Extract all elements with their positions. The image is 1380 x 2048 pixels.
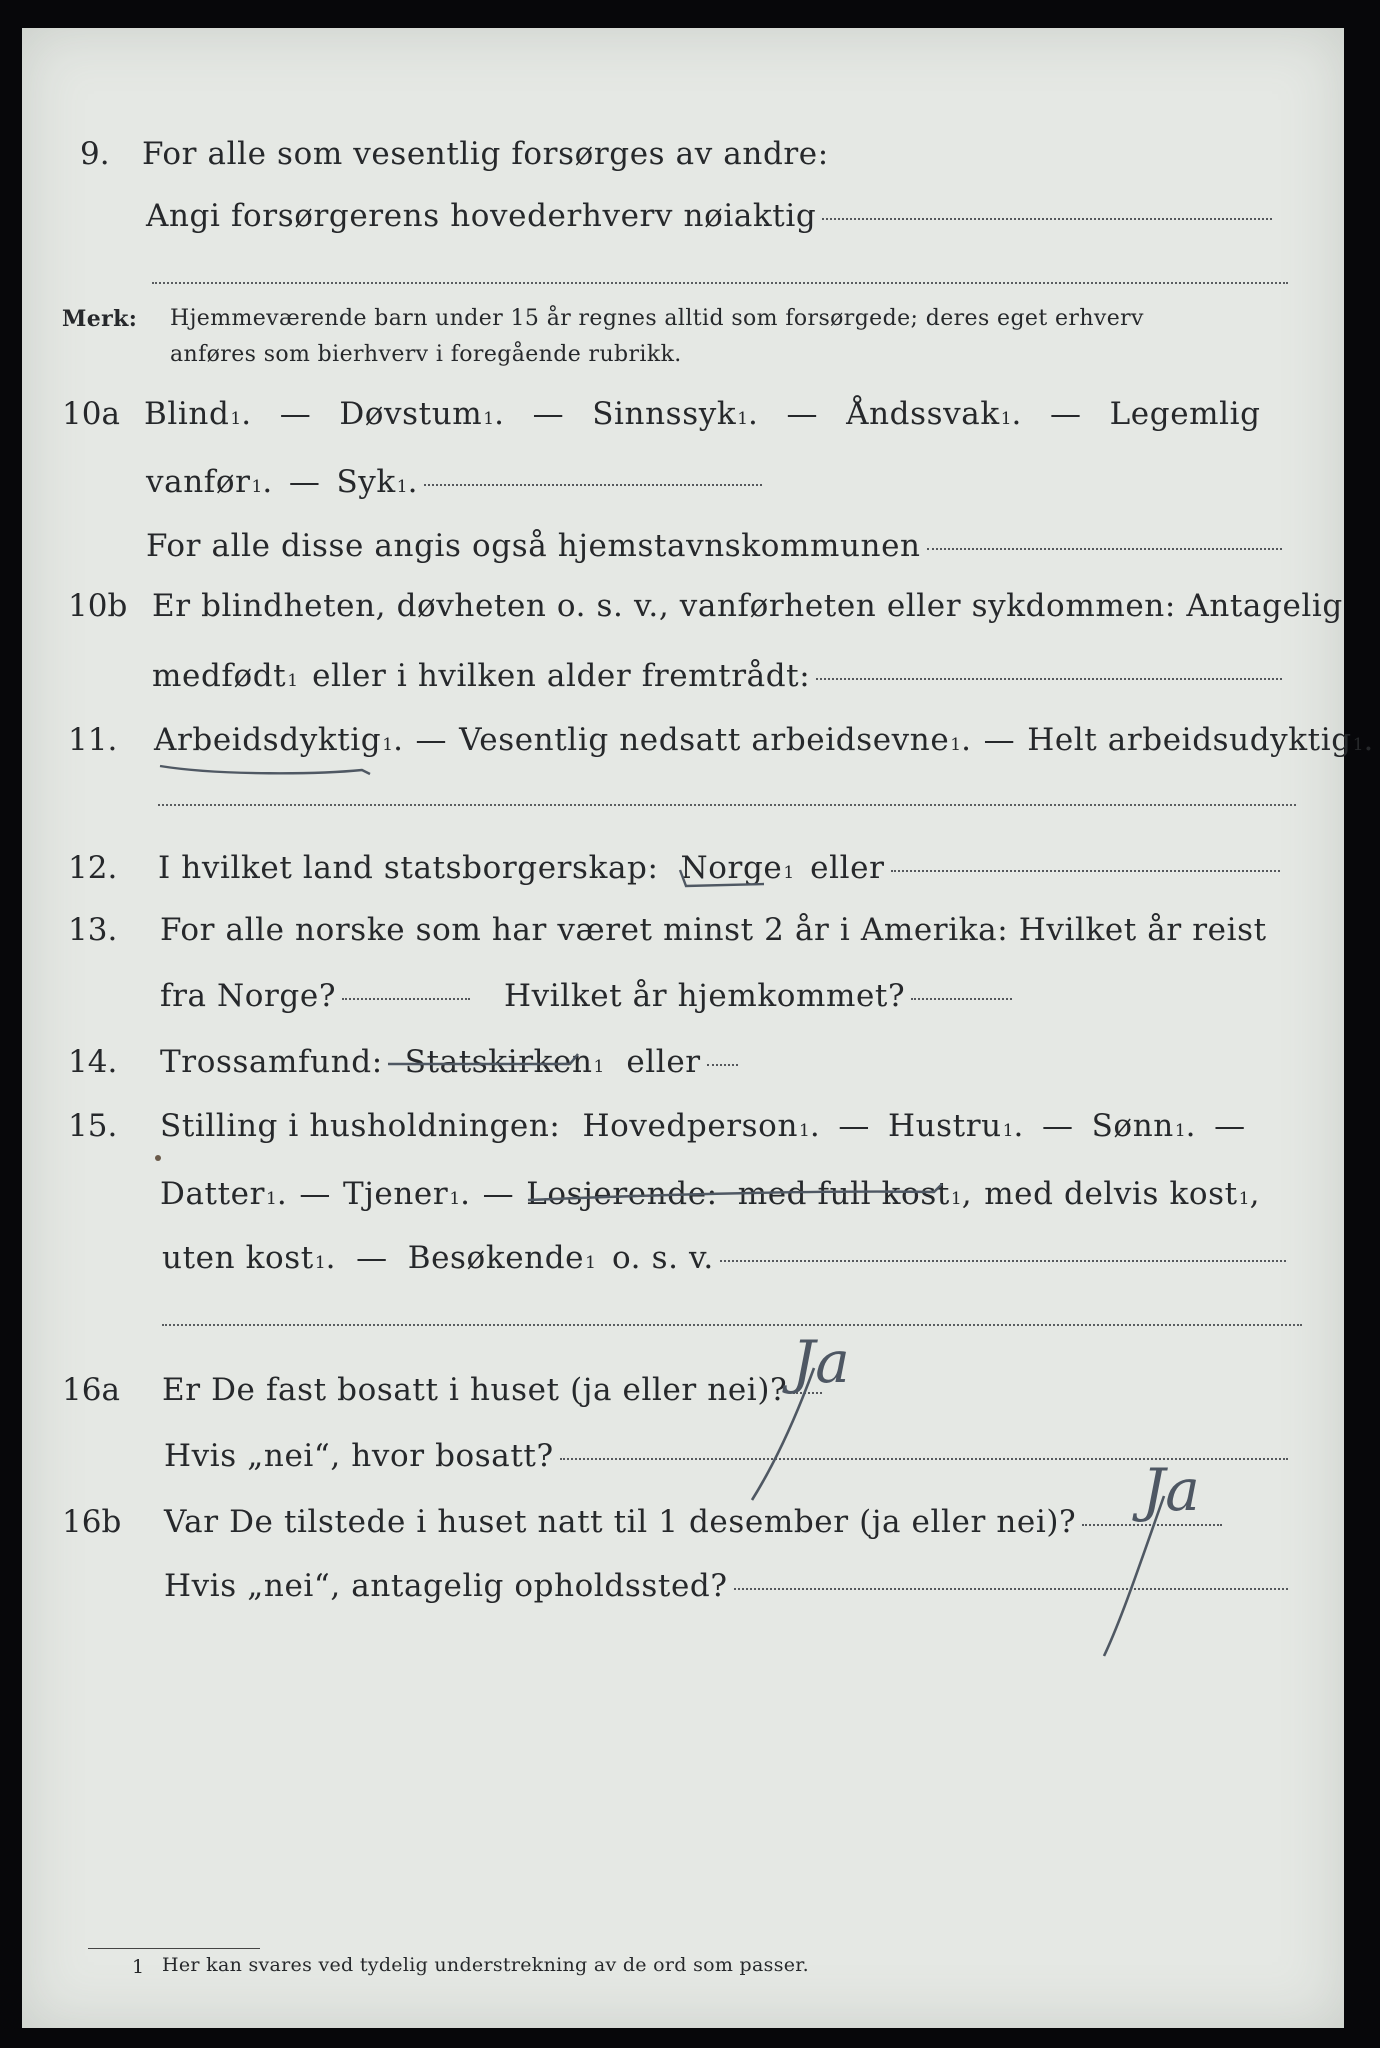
- q9-number: 9.: [80, 136, 110, 172]
- q10b-row-2: [22, 658, 1282, 694]
- dash: —: [415, 722, 448, 758]
- q15-row-3: uten kost 1 . — Besøkende 1 o. s. v.: [22, 1240, 1286, 1276]
- q12-eller: eller: [810, 850, 885, 886]
- dash: —: [288, 464, 321, 500]
- dash: —: [1041, 1108, 1074, 1144]
- q10a-syk: Syk: [336, 464, 396, 500]
- q14-number: 14.: [68, 1044, 118, 1080]
- footnote-ref: 1: [1002, 1121, 1014, 1141]
- merk-label: Merk:: [62, 306, 138, 332]
- footnote-ref: 1: [783, 863, 795, 883]
- q13-number: 13.: [68, 912, 118, 948]
- dash: —: [279, 396, 312, 432]
- q12-answer-line: [891, 870, 1280, 872]
- q15-osv: o. s. v.: [611, 1240, 714, 1276]
- q16a-handwritten-answer: Ja: [792, 1328, 850, 1396]
- q16b-line2: Hvis „nei“, antagelig opholdssted?: [164, 1568, 728, 1604]
- q15-tjener: Tjener: [342, 1176, 449, 1212]
- merk-row-2: [22, 342, 1344, 367]
- q10b-answer-line: [816, 678, 1282, 680]
- q13-line1: For alle norske som har været minst 2 år i Amerika: Hvilket år reist: [160, 912, 1267, 948]
- q16b-row-1: [22, 1504, 1222, 1540]
- footnote-ref: 1: [449, 1189, 461, 1209]
- dash: —: [983, 722, 1016, 758]
- q10a-sinnssyk: Sinnssyk: [592, 396, 737, 432]
- footnote-ref: 1: [593, 1057, 605, 1077]
- q9-blank-line: [152, 282, 1288, 284]
- q12-row: [22, 850, 1280, 886]
- q9-line1: For alle som vesentlig forsørges av andre:: [142, 136, 829, 172]
- q15-number: 15.: [68, 1108, 118, 1144]
- footnote-ref: 1: [1352, 735, 1364, 755]
- q15-blank-line: [162, 1324, 1302, 1326]
- q10b-number: 10b: [68, 588, 128, 624]
- footnote-ref: 1: [1174, 1121, 1186, 1141]
- q11-blank-line: [158, 804, 1296, 806]
- footnote-ref: 1: [737, 409, 749, 429]
- q9-answer-line: [822, 218, 1272, 220]
- footnote-ref: 1: [950, 1189, 962, 1209]
- q13-fra-norge: fra Norge?: [160, 978, 337, 1014]
- dash: —: [838, 1108, 870, 1144]
- q15-hustru: Hustru: [887, 1108, 1002, 1144]
- q16b-number: 16b: [62, 1504, 122, 1540]
- q12-norge: Norge: [680, 850, 783, 886]
- dash: —: [786, 396, 819, 432]
- q13-hjemkommet: Hvilket år hjemkommet?: [504, 978, 906, 1014]
- q16a-line1: Er De fast bosatt i huset (ja eller nei)?: [162, 1372, 788, 1408]
- footnote-ref: 1: [1238, 1189, 1250, 1209]
- q10a-legemlig: Legemlig: [1109, 396, 1261, 432]
- q10a-row-3: [22, 528, 1282, 564]
- q11-nedsatt: Vesentlig nedsatt arbeidsevne: [459, 722, 950, 758]
- q14-answer-line: [707, 1064, 738, 1066]
- merk-line1: Hjemmeværende barn under 15 år regnes alltid som forsørgede; deres eget erhverv: [170, 306, 1144, 331]
- footnote-ref: 1: [950, 735, 962, 755]
- q10a-syk-line: [424, 484, 762, 486]
- q15-full-kost: med full kost: [737, 1176, 950, 1212]
- q16b-row-2: [22, 1568, 1288, 1604]
- q15-uten-kost: uten kost: [162, 1240, 314, 1276]
- merk-row: [22, 306, 1344, 331]
- q10a-andssvak: Åndssvak: [846, 396, 1000, 432]
- dash: —: [532, 396, 565, 432]
- footnote-ref: 1: [251, 477, 263, 497]
- q14-text: Trossamfund:: [160, 1044, 383, 1080]
- q15-besokende: Besøkende: [407, 1240, 585, 1276]
- q10b-line1: Er blindheten, døvheten o. s. v., vanførheten eller sykdommen: Antagelig: [152, 588, 1343, 624]
- q9-line2: Angi forsørgerens hovederhverv nøiaktig: [146, 198, 817, 234]
- q10b-medfodt: medfødt: [152, 658, 287, 694]
- q14-eller: eller: [626, 1044, 701, 1080]
- q16b-line1: Var De tilstede i huset natt til 1 desember (ja eller nei)?: [164, 1504, 1077, 1540]
- q12-number: 12.: [68, 850, 118, 886]
- q13-reist-line: [342, 998, 470, 1000]
- q11-number: 11.: [68, 722, 118, 758]
- q16a-row-2: [22, 1438, 1288, 1474]
- q9-row-2: [22, 198, 1272, 234]
- q15-delvis-kost: med delvis kost: [984, 1176, 1238, 1212]
- footnote-ref: 1: [314, 1253, 326, 1273]
- footnote-ref: 1: [396, 477, 408, 497]
- census-form-page: [22, 28, 1374, 2028]
- footnote-ref: 1: [287, 671, 299, 691]
- q13-row-1: [22, 912, 1344, 948]
- q11-arbeidsdyktig: Arbeidsdyktig: [154, 722, 382, 758]
- q16b-handwritten-answer: Ja: [1142, 1456, 1200, 1524]
- q16a-number: 16a: [62, 1372, 120, 1408]
- footnote-ref: 1: [1000, 409, 1012, 429]
- q15-stilling: Stilling i husholdningen:: [160, 1108, 561, 1144]
- q16b-answer-line: [1082, 1524, 1222, 1526]
- q12-text: I hvilket land statsborgerskap:: [158, 850, 659, 886]
- footnote-rule: [88, 1948, 260, 1949]
- q10b-line2: eller i hvilken alder fremtrådt:: [312, 658, 811, 694]
- q10a-vanfor: vanfør: [146, 464, 251, 500]
- dash: —: [1050, 396, 1082, 432]
- q15-datter: Datter: [160, 1176, 266, 1212]
- q10a-line3: For alle disse angis også hjemstavnskommunen: [146, 528, 921, 564]
- footnote-ref: 1: [266, 1189, 277, 1209]
- q15-row-2: Datter 1 . — Tjener 1 . — Losjerende: med full kost 1 , med delvis kost 1 ,: [160, 1176, 1261, 1212]
- q15-row-1: 15. Stilling i husholdningen: Hovedperson 1 . — Hustru 1 . — Sønn 1 . —: [68, 1108, 1246, 1144]
- q11-row: 11. Arbeidsdyktig 1 . — Vesentlig nedsatt arbeidsevne 1 . — Helt arbeidsudyktig 1 .: [68, 722, 1374, 758]
- dash: —: [482, 1176, 515, 1212]
- q13-row-2: [22, 978, 1012, 1014]
- q10a-number: 10a: [62, 396, 120, 432]
- footnote-ref: 1: [230, 409, 242, 429]
- q10a-dovstum: Døvstum: [339, 396, 483, 432]
- q15-sonn: Sønn: [1091, 1108, 1174, 1144]
- q10b-row-1: [22, 588, 1344, 624]
- q14-statskirken: Statskirken: [404, 1044, 593, 1080]
- q10a-row-2: vanfør 1 . — Syk 1 .: [22, 464, 762, 500]
- merk-line2: anføres som bierhverv i foregående rubrikk.: [170, 342, 682, 367]
- dash: —: [299, 1176, 331, 1212]
- dash: —: [356, 1240, 388, 1276]
- q16b-opholdssted-line: [734, 1588, 1288, 1590]
- footnote-mark: 1: [132, 1956, 145, 1978]
- footnote-ref: 1: [585, 1253, 596, 1273]
- q9-row: [22, 136, 1344, 172]
- footnote-ref: 1: [382, 735, 394, 755]
- q11-udyktig: Helt arbeidsudyktig: [1027, 722, 1352, 758]
- footnote-ref: 1: [799, 1121, 810, 1141]
- q10a-hjemstavn-line: [927, 548, 1282, 550]
- q16a-row-1: [22, 1372, 822, 1408]
- q13-hjemkommet-line: [911, 998, 1012, 1000]
- q15-losjerende: Losjerende:: [526, 1176, 718, 1212]
- q16a-line2: Hvis „nei“, hvor bosatt?: [164, 1438, 554, 1474]
- ink-dot: [155, 1155, 161, 1161]
- q10a-row-1: 10a Blind 1 . — Døvstum 1 . — Sinnssyk 1 . — Åndssvak 1 . — Legemlig: [62, 396, 1261, 432]
- q14-row: [22, 1044, 738, 1080]
- footnote-ref: 1: [483, 409, 495, 429]
- footnote-text: Her kan svares ved tydelig understrekning av de ord som passer.: [162, 1954, 809, 1976]
- q15-answer-line: [720, 1260, 1286, 1262]
- q15-hovedperson: Hovedperson: [582, 1108, 799, 1144]
- dash: —: [1214, 1108, 1246, 1144]
- q10a-blind: Blind: [144, 396, 230, 432]
- underline-arbeidsdyktig: [160, 766, 370, 774]
